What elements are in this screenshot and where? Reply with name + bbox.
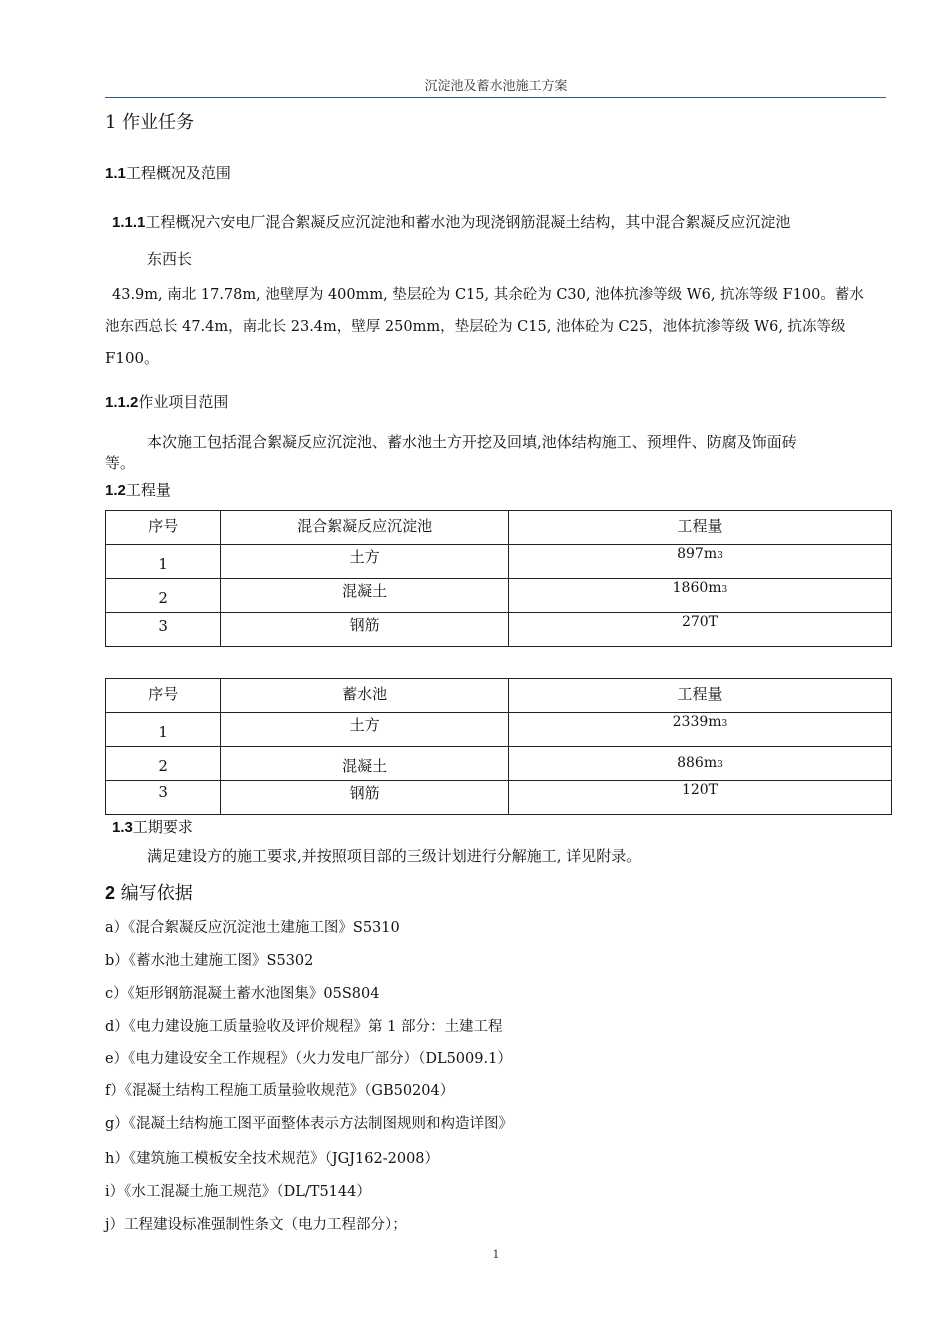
reference-item: c）《矩形钢筋混凝土蓄水池图集》05S804: [105, 986, 380, 1002]
row-number: 2: [158, 757, 168, 775]
table-header-row: [106, 679, 892, 713]
table-header-cell: 蓄水池: [342, 685, 388, 703]
row-number: 1: [158, 723, 168, 741]
table-row: [106, 781, 892, 815]
reference-item: f）《混凝土结构工程施工质量验收规范》（GB50204）: [105, 1083, 455, 1099]
table-row: [106, 613, 892, 647]
section-title: 工程概况及范围: [125, 164, 231, 182]
row-quantity: 120T: [681, 782, 718, 798]
paragraph-line: 满足建设方的施工要求,并按照项目部的三级计划进行分解施工, 详见附录。: [147, 847, 642, 865]
section-2-heading: [105, 879, 193, 905]
row-item: 土方: [349, 548, 380, 566]
paragraph-line: 池东西总长 47.4m，南北长 23.4m，壁厚 250mm，垫层砼为 C15, 池体砼为 C25，池体抗渗等级 W6, 抗冻等级: [105, 319, 846, 335]
table-row: [106, 579, 892, 613]
section-number: 2: [105, 883, 116, 903]
reference-item: h）《建筑施工模板安全技术规范》（JGJ162-2008）: [105, 1151, 440, 1167]
row-quantity: 270T: [681, 614, 718, 630]
row-quantity: 886m3: [677, 755, 723, 771]
table-header-cell: 序号: [148, 517, 179, 535]
row-number: 1: [158, 555, 168, 573]
table-row: [106, 713, 892, 747]
table-header-cell: 工程量: [677, 517, 723, 535]
table-row: [106, 747, 892, 781]
table-header-row: [106, 511, 892, 545]
section-1-1-heading: [105, 162, 231, 183]
row-quantity: 897m3: [677, 546, 723, 562]
section-1-3-heading: [112, 816, 193, 837]
section-title: 工程量: [125, 481, 171, 499]
row-number: 3: [158, 783, 168, 801]
reference-item: e）《电力建设安全工作规程》（火力发电厂部分）（DL5009.1）: [105, 1051, 512, 1067]
section-number: 1.1.2: [105, 394, 139, 411]
row-quantity: 2339m3: [672, 714, 728, 730]
section-number: 1.1.1: [112, 214, 146, 231]
paragraph-text: 工程概况六安电厂混合絮凝反应沉淀池和蓄水池为现浇钢筋混凝土结构，其中混合絮凝反应沉淀池: [145, 213, 791, 231]
section-1-1-1-line: [112, 211, 790, 232]
section-1-2-heading: [105, 479, 171, 500]
page-number: 1: [492, 1248, 500, 1261]
row-number: 3: [158, 617, 168, 635]
reference-item: d）《电力建设施工质量验收及评价规程》第 1 部分：土建工程: [105, 1019, 503, 1035]
row-item: 混凝土: [342, 582, 388, 600]
section-title: 工期要求: [132, 818, 193, 836]
table-header-cell: 工程量: [677, 685, 723, 703]
section-number: 1.1: [105, 165, 126, 182]
quantity-table-sedimentation: [105, 510, 892, 647]
section-number: 1.2: [105, 482, 126, 499]
section-title: 作业项目范围: [138, 393, 229, 411]
section-number: 1.3: [112, 819, 133, 836]
row-item: 钢筋: [349, 784, 380, 802]
header-divider: [105, 97, 886, 98]
paragraph-line: F100。: [105, 349, 160, 367]
paragraph-line: 本次施工包括混合絮凝反应沉淀池、蓄水池土方开挖及回填,池体结构施工、预埋件、防腐及饰面砖: [147, 433, 797, 451]
row-quantity: 1860m3: [672, 580, 728, 596]
paragraph-line: 东西长: [147, 250, 193, 268]
row-item: 土方: [349, 716, 380, 734]
table-header-cell: 序号: [148, 685, 179, 703]
row-number: 2: [158, 589, 168, 607]
table-header-cell: 混合絮凝反应沉淀池: [297, 517, 433, 535]
paragraph-line: 等。: [105, 454, 136, 472]
reference-item: i）《水工混凝土施工规范》（DL/T5144）: [105, 1184, 371, 1200]
header-title: 沉淀池及蓄水池施工方案: [424, 79, 568, 94]
reference-item: a）《混合絮凝反应沉淀池土建施工图》S5310: [105, 920, 400, 936]
paragraph-line: 43.9m, 南北 17.78m, 池壁厚为 400mm, 垫层砼为 C15, 其余砼为 C30, 池体抗渗等级 W6, 抗冻等级 F100。蓄水: [112, 287, 864, 303]
row-item: 钢筋: [349, 616, 380, 634]
section-1-heading: 1 作业任务: [105, 112, 195, 133]
table-row: [106, 545, 892, 579]
reference-item: g）《混凝土结构施工图平面整体表示方法制图规则和构造详图》: [105, 1116, 514, 1132]
row-item: 混凝土: [342, 757, 388, 775]
reference-item: j）工程建设标准强制性条文（电力工程部分）；: [105, 1217, 407, 1233]
reference-item: b）《蓄水池土建施工图》S5302: [105, 953, 314, 969]
section-title: 编写依据: [120, 883, 193, 904]
section-1-1-2-heading: [105, 391, 228, 412]
quantity-table-storage-pool: [105, 678, 892, 815]
